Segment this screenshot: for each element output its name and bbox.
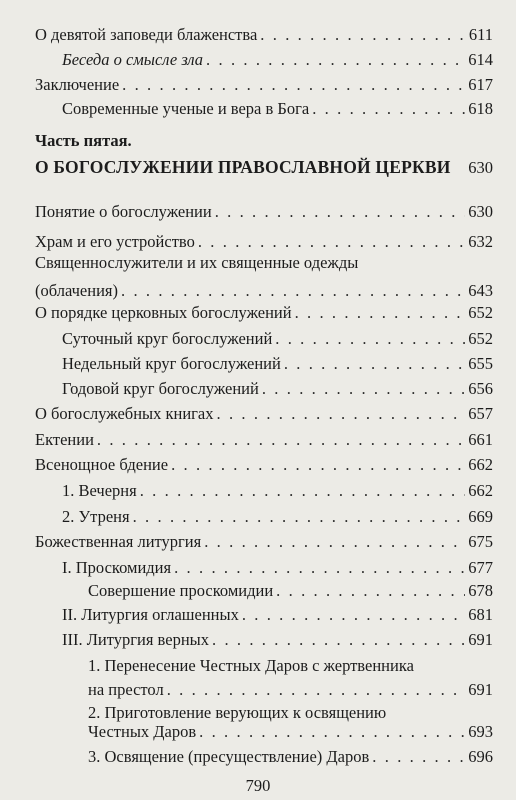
- toc-entry-title-line1: Священнослужители и их священные одежды: [35, 253, 359, 272]
- toc-entry-title: Понятие о богослужении: [35, 202, 212, 221]
- toc-entry-page: 656: [468, 379, 493, 398]
- toc-entry-page: 681: [468, 605, 493, 624]
- toc-entry-title: Недельный круг богослужений: [62, 354, 281, 373]
- toc-entry-page: 630: [468, 202, 493, 221]
- toc-entry-title: 2. Утреня: [62, 507, 130, 526]
- toc-entry-title: Ектении: [35, 430, 94, 449]
- toc-leader-dots: [206, 48, 465, 72]
- toc-leader-dots: [312, 97, 465, 121]
- toc-entry-title: Годовой круг богослужений: [62, 379, 259, 398]
- toc-entry-page: 657: [468, 404, 493, 423]
- toc-leader-dots: [174, 556, 465, 580]
- toc-leader-dots: [217, 402, 466, 426]
- toc-entry-page: 691: [468, 630, 493, 649]
- toc-entry-title-line1: 1. Перенесение Честных Даров с жертвенника: [88, 656, 414, 675]
- toc-entry-title: (облачения): [35, 281, 118, 300]
- toc-entry-title: Беседа о смысле зла: [62, 50, 204, 69]
- toc-entry-page: 675: [468, 532, 493, 551]
- toc-entry-page: 662: [468, 481, 493, 500]
- toc-entry-title: Совершение проскомидии: [88, 581, 274, 600]
- toc-entry-page: 652: [468, 329, 493, 348]
- toc-entry-title-line1: 2. Приготовление верующих к освящению: [88, 703, 387, 722]
- toc-leader-dots: [262, 377, 465, 401]
- toc-entry-title: II. Литургия оглашенных: [62, 605, 239, 624]
- toc-entry-title: I. Проскомидия: [62, 558, 172, 577]
- toc-entry-title: Современные ученые и вера в Бога: [62, 99, 310, 118]
- toc-entry-title: III. Литургия верных: [62, 630, 209, 649]
- toc-leader-dots: [171, 453, 465, 477]
- toc-entry-title: 1. Вечерня: [62, 481, 137, 500]
- toc-entry-title: Божественная литургия: [35, 532, 202, 551]
- toc-leader-dots: [199, 720, 465, 744]
- part-label: Часть пятая.: [35, 131, 132, 150]
- toc-leader-dots: [215, 200, 466, 224]
- toc-leader-dots: [275, 327, 465, 351]
- toc-entry-page: 693: [468, 722, 493, 741]
- toc-leader-dots: [276, 579, 465, 603]
- page-number: 790: [245, 776, 271, 795]
- toc-entry-page: 677: [468, 558, 493, 577]
- toc-leader-dots: [133, 505, 466, 529]
- part-heading: [35, 157, 493, 178]
- toc-entry-page: 662: [468, 455, 493, 474]
- toc-entry-page: 678: [468, 581, 493, 600]
- toc-entry-title: О порядке церковных богослужений: [35, 303, 292, 322]
- toc-leader-dots: [372, 745, 465, 769]
- toc-leader-dots: [122, 73, 465, 97]
- toc-entry-page: 643: [468, 281, 493, 300]
- toc-entry-page: 661: [468, 430, 493, 449]
- toc-leader-dots: [242, 603, 465, 627]
- toc-leader-dots: [97, 428, 465, 452]
- toc-entry-page: 618: [468, 99, 493, 118]
- toc-leader-dots: [295, 301, 466, 325]
- toc-entry-title: Храм и его устройство: [35, 232, 195, 251]
- toc-entry-page: 617: [468, 75, 493, 94]
- toc-leader-dots: [167, 678, 466, 702]
- toc-leader-dots: [212, 628, 465, 652]
- toc-entry-page: 632: [468, 232, 493, 251]
- toc-entry-title: Суточный круг богослужений: [62, 329, 273, 348]
- toc-leader-dots: [260, 23, 466, 47]
- toc-entry-title: О девятой заповеди блаженства: [35, 25, 258, 44]
- toc-leader-dots: [140, 479, 466, 503]
- toc-entry-title: О богослужебных книгах: [35, 404, 214, 423]
- toc-entry-title: 3. Освящение (пресуществление) Даров: [88, 747, 370, 766]
- toc-leader-dots: [121, 279, 465, 303]
- toc-entry-page: 655: [468, 354, 493, 373]
- toc-leader-dots: [284, 352, 465, 376]
- toc-leader-dots: [204, 530, 465, 554]
- toc-entry-page: 611: [468, 25, 493, 44]
- part-page: 630: [468, 158, 493, 177]
- toc-entry-page: 652: [468, 303, 493, 322]
- toc-entry-title: на престол: [88, 680, 164, 699]
- part-title: О БОГОСЛУЖЕНИИ ПРАВОСЛАВНОЙ ЦЕРКВИ: [35, 157, 451, 177]
- toc-entry-page: 691: [468, 680, 493, 699]
- toc-entry-page: 696: [468, 747, 493, 766]
- toc-entry-title: Заключение: [35, 75, 120, 94]
- toc-entry-page: 669: [468, 507, 493, 526]
- toc-entry-title: Всенощное бдение: [35, 455, 169, 474]
- toc-entry-page: 614: [468, 50, 493, 69]
- toc-entry-title: Честных Даров: [88, 722, 197, 741]
